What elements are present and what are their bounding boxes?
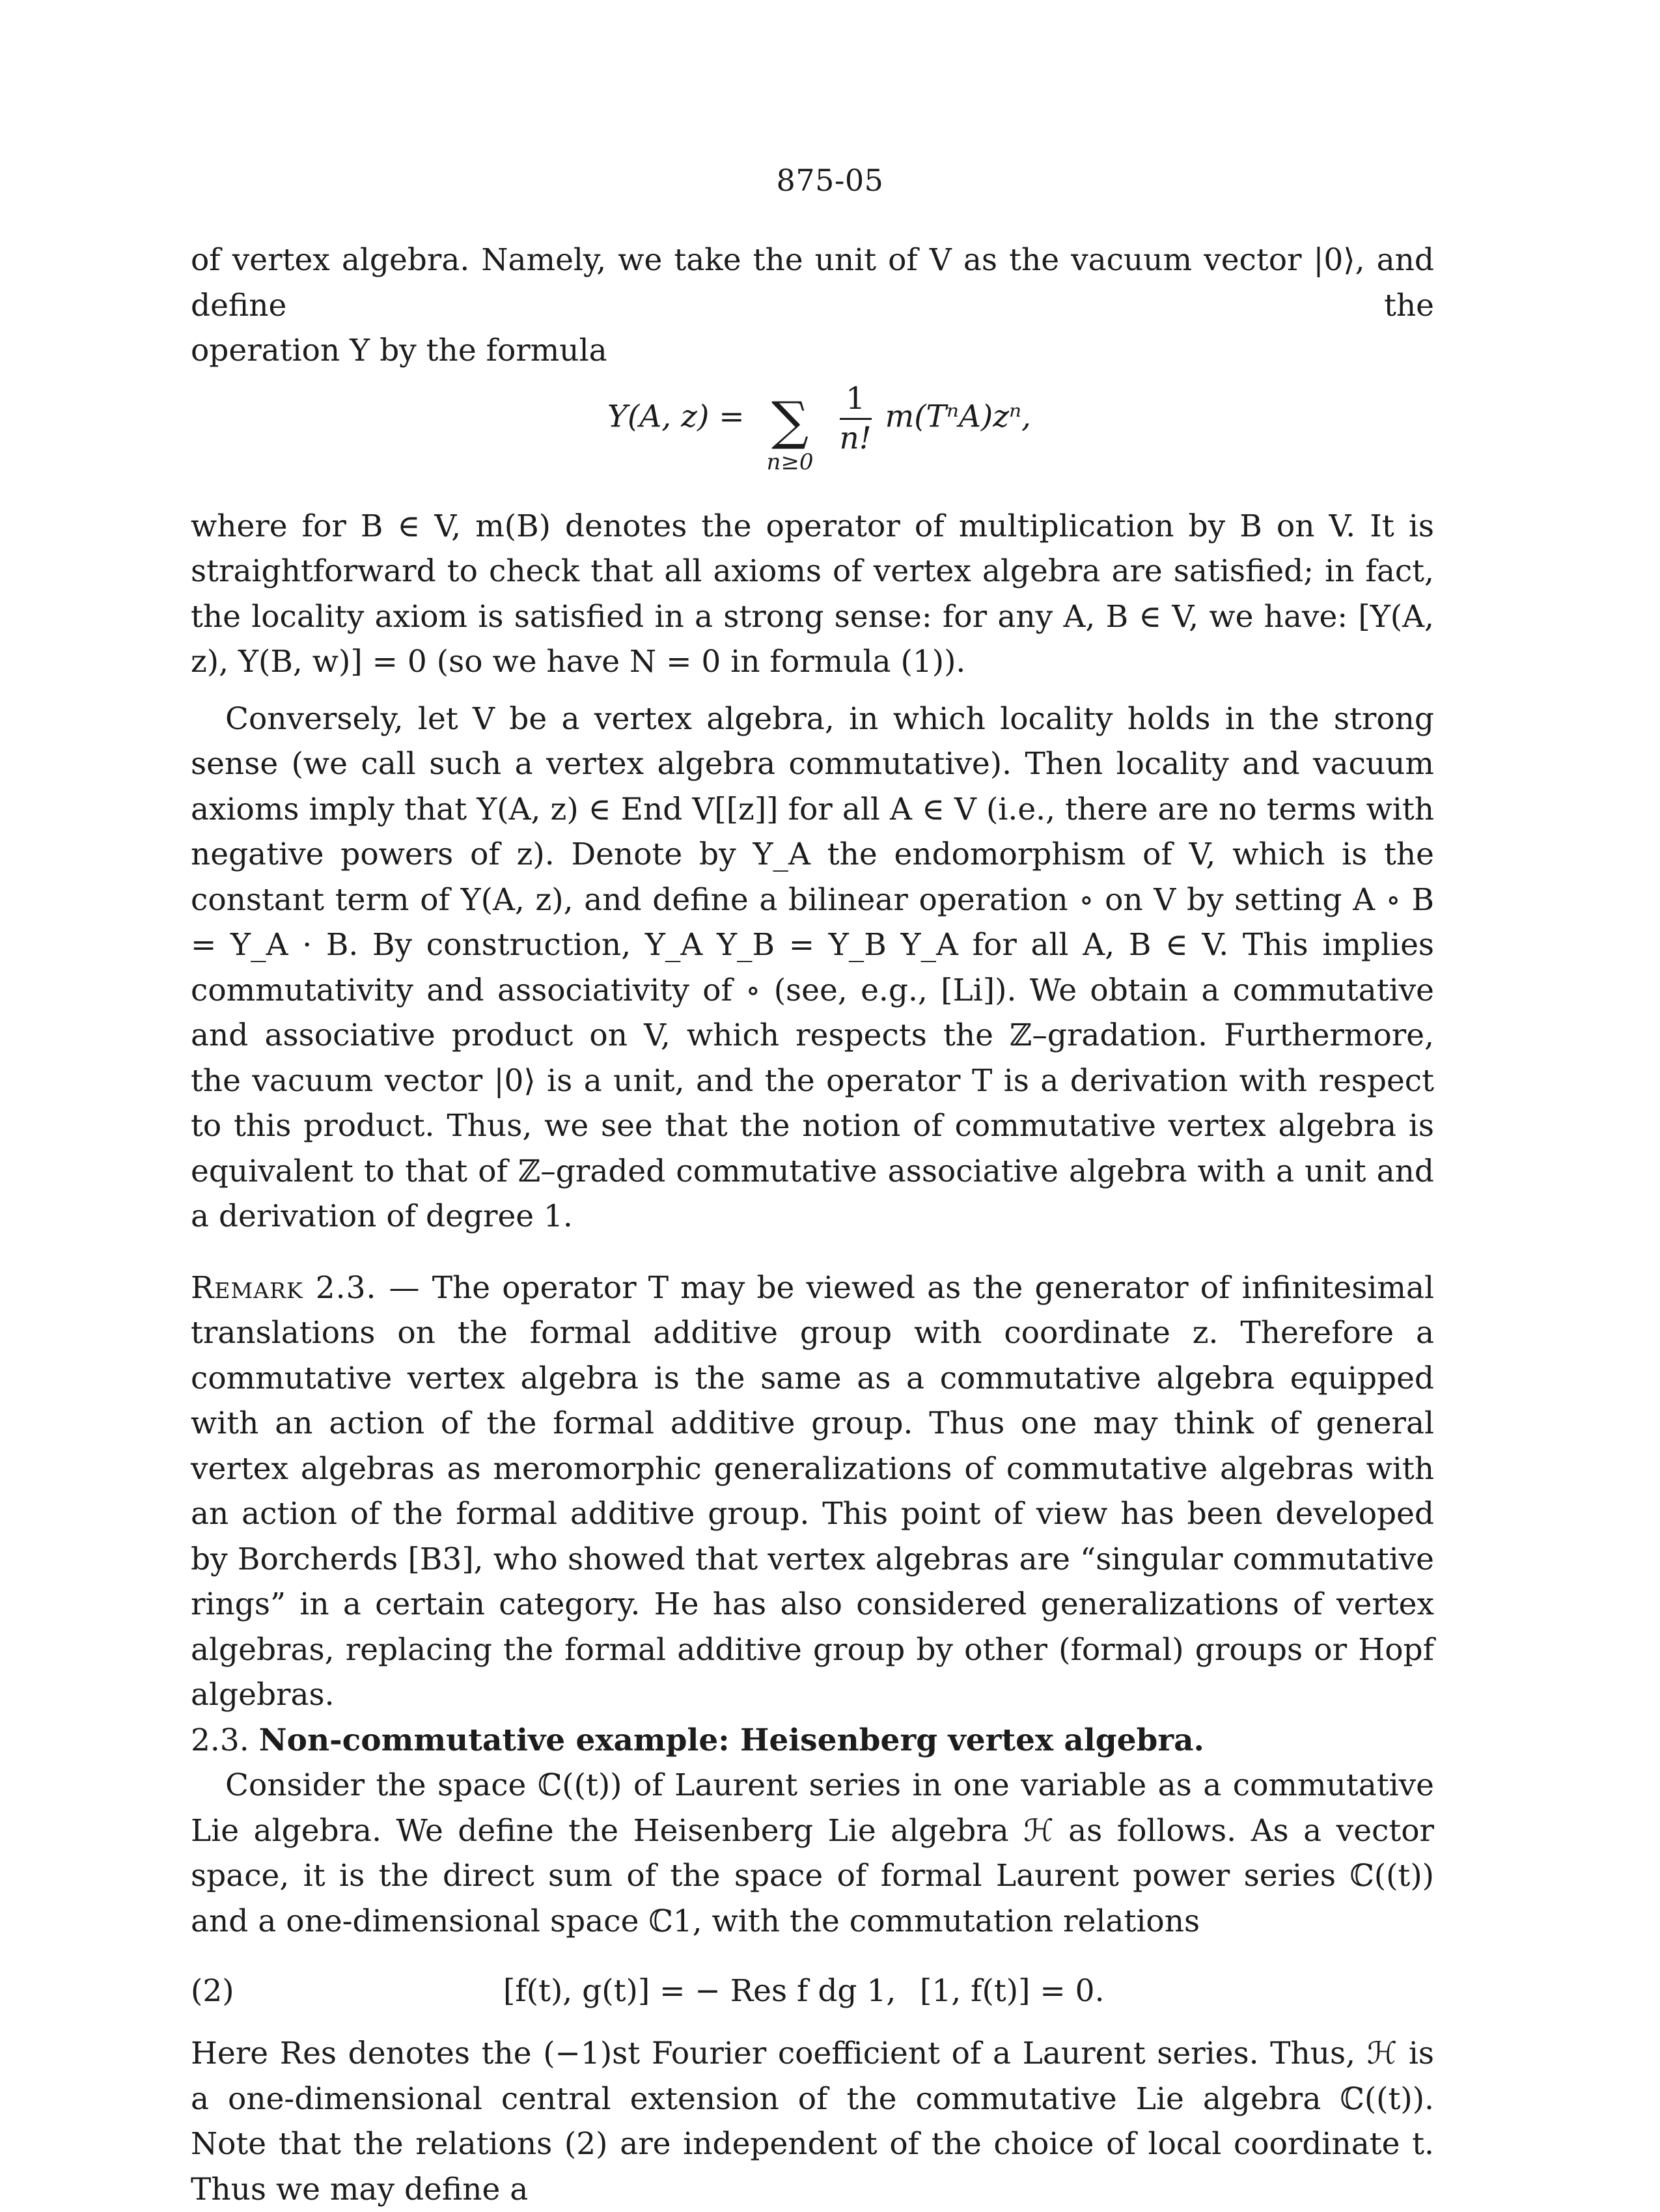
remark-2-3	[191, 1265, 1434, 1718]
equation-commutator-1f: [1, f(t)] = 0.	[920, 1973, 1105, 2009]
fraction-denominator: n!	[839, 420, 872, 456]
paragraph-operation-y	[191, 328, 1434, 374]
paragraph-commutative-converse: Conversely, let V be a vertex algebra, in which locality holds in the strong sense (we call such a vertex algebra commutative). Then locality and vacuum axioms imply that Y(A, z) ∈ End V[[z]] for all A ∈ V (i.e., there are no terms with negative powers of z). Denote by Y_A the endomorphism of V, which is the constant term of Y(A, z), and define a bilinear operation ∘ on V by setting A ∘ B = Y_A · B. By construction, Y_A Y_B = Y_B Y_A for all A, B ∈ V. This implies commutativity and associativity of ∘ (see, e.g., [Li]). We obtain a commutative and associative product on V, which respects the ℤ–gradation. Furthermore, the vacuum vector |0⟩ is a unit, and the operator T is a derivation with respect to this product. Thus, we see that the notion of commutative vertex algebra is equivalent to that of ℤ–graded commutative associative algebra with a unit and a derivation of degree 1.	[191, 700, 1434, 1234]
page-body	[191, 238, 1434, 2212]
summation	[754, 380, 826, 474]
sum-sign: ∑	[771, 390, 809, 451]
section-title: Non-commutative example: Heisenberg vertex algebra.	[258, 1722, 1204, 1758]
fraction	[840, 380, 872, 458]
sum-subscript: n≥0	[766, 449, 814, 475]
equation-rhs: m(TⁿA)zⁿ,	[885, 398, 1031, 434]
equation-body	[607, 380, 1031, 474]
equation-lhs: Y(A, z) =	[607, 398, 745, 434]
equation-y-formula	[191, 374, 1434, 504]
page-number: 875-05	[776, 163, 884, 198]
equation-commutator-fg: [f(t), g(t)] = − Res f dg 1,	[503, 1973, 896, 2009]
text-line: operation Y by the formula	[191, 333, 607, 368]
equation-number: (2)	[191, 1973, 234, 2009]
paragraph-res-definition: Here Res denotes the (−1)st Fourier coefficient of a Laurent series. Thus, ℋ is a one-dimensional central extension of the commutative Lie algebra ℂ((t)). Note that the relations (2) are independent of the choice of local coordinate t. Thus we may define a	[191, 2036, 1434, 2207]
paragraph-vertex-algebra-intro	[191, 238, 1434, 328]
paragraph-multiplication-operator: where for B ∈ V, m(B) denotes the operator of multiplication by B on V. It is straightforward to check that all axioms of vertex algebra are satisfied; in fact, the locality axiom is satisfied in a strong sense: for any A, B ∈ V, we have: [Y(A, z), Y(B, w)] = 0 (so we have N = 0 in formula (1)).	[191, 508, 1434, 680]
fraction-numerator: 1	[840, 380, 872, 420]
equation-2-row	[191, 1956, 1434, 2027]
remark-text: The operator T may be viewed as the generator of infinitesimal translations on the formal additive group with coordinate z. Therefore a commutative vertex algebra is the same as a commutative algebra equipped with an action of the formal additive group. Thus one may think of general vertex algebras as meromorphic generalizations of commutative algebras with an action of the formal additive group. This point of view has been developed by Borcherds [B3], who showed that vertex algebras are “singular commutative rings” in a certain category. He has also considered generalizations of vertex algebras, replacing the formal additive group by other (formal) groups or Hopf algebras.	[191, 1269, 1434, 1713]
remark-label: Remark 2.3. —	[191, 1269, 421, 1306]
section-number: 2.3.	[191, 1722, 249, 1758]
text-line: of vertex algebra. Namely, we take the unit of V as the vacuum vector |0⟩, and define the	[191, 242, 1434, 324]
section-heading	[191, 1718, 1434, 1763]
paragraph-heisenberg-definition: Consider the space ℂ((t)) of Laurent series in one variable as a commutative Lie algebra. We define the Heisenberg Lie algebra ℋ as follows. As a vector space, it is the direct sum of the space of formal Laurent power series ℂ((t)) and a one-dimensional space ℂ1, with the commutation relations	[191, 1767, 1434, 1939]
